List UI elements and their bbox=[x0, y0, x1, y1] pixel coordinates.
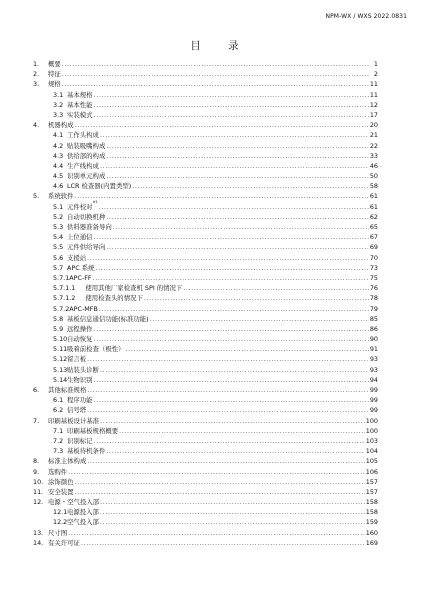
toc-dot-leader bbox=[94, 324, 369, 334]
toc-dot-leader bbox=[106, 242, 369, 252]
toc-entry-page: 12 bbox=[369, 100, 378, 109]
toc-entry-number: 4.4 bbox=[53, 161, 64, 170]
toc-dot-leader bbox=[94, 436, 365, 446]
toc-entry-number: 5.7.2 bbox=[53, 304, 70, 313]
toc-entry[interactable] bbox=[33, 110, 378, 120]
toc-dot-leader bbox=[100, 130, 369, 140]
toc-entry-page: 169 bbox=[365, 538, 378, 547]
toc-entry-page: 75 bbox=[369, 273, 378, 282]
toc-entry[interactable] bbox=[33, 263, 378, 273]
toc-entry[interactable] bbox=[33, 395, 378, 405]
toc-entry[interactable] bbox=[33, 69, 378, 79]
toc-entry-page: 159 bbox=[365, 518, 378, 527]
toc-entry-title: APC 系统 bbox=[67, 263, 95, 272]
toc-entry-number: 10. bbox=[33, 477, 44, 486]
toc-entry-number: 7.3 bbox=[53, 447, 64, 456]
toc-entry-title: 安全装置 bbox=[48, 487, 74, 496]
toc-entry-number: 13. bbox=[33, 528, 44, 537]
toc-entry-number: 5.6 bbox=[53, 253, 64, 262]
toc-entry-page: 78 bbox=[369, 294, 378, 303]
toc-entry-page: 69 bbox=[369, 243, 378, 252]
toc-entry-title: 印刷基板规格概要 bbox=[67, 426, 119, 435]
toc-entry-number: 5.7.1.2 bbox=[53, 294, 76, 303]
toc-dot-leader bbox=[99, 304, 369, 314]
toc-dot-leader bbox=[94, 375, 369, 385]
toc-entry[interactable] bbox=[33, 141, 378, 151]
toc-entry-page: 22 bbox=[369, 141, 378, 150]
toc-dot-leader bbox=[106, 171, 369, 181]
toc-entry[interactable] bbox=[33, 334, 378, 344]
toc-entry-page: 33 bbox=[369, 151, 378, 160]
toc-entry-title: 系统软件 bbox=[48, 192, 74, 201]
toc-entry[interactable] bbox=[33, 120, 378, 130]
toc-entry[interactable] bbox=[33, 405, 378, 415]
toc-entry-number: 5.11 bbox=[53, 345, 68, 354]
toc-entry[interactable] bbox=[33, 151, 378, 161]
toc-entry[interactable] bbox=[33, 385, 378, 395]
toc-entry-title: 吸着前检查（极性） bbox=[67, 345, 125, 354]
toc-entry-title: 供料器准备导向 bbox=[67, 223, 112, 231]
toc-entry[interactable] bbox=[33, 199, 378, 212]
toc-entry[interactable] bbox=[33, 90, 378, 100]
toc-dot-leader bbox=[87, 456, 364, 466]
toc-entry[interactable] bbox=[33, 467, 378, 477]
toc-entry-page: 61 bbox=[369, 202, 378, 211]
toc-entry-page: 157 bbox=[365, 487, 378, 496]
toc-entry[interactable] bbox=[33, 324, 378, 334]
toc-entry-number: 5.1 bbox=[53, 202, 64, 211]
toc-entry-number: 3.3 bbox=[53, 110, 64, 119]
toc-dot-leader bbox=[87, 405, 369, 415]
toc-entry-title: 自动恢复 bbox=[67, 335, 93, 344]
toc-entry-title: 工作头构成 bbox=[67, 131, 99, 140]
toc-dot-leader bbox=[150, 314, 369, 324]
toc-entry-number: 3. bbox=[33, 80, 40, 89]
toc-dot-leader bbox=[183, 283, 369, 293]
toc-entry[interactable] bbox=[33, 191, 378, 201]
toc-entry-number: 5.14 bbox=[53, 375, 68, 384]
toc-entry-number: 5.10 bbox=[53, 335, 68, 344]
toc-entry-title: 元件供给导向 bbox=[67, 243, 106, 252]
toc-entry-page: 58 bbox=[369, 182, 378, 191]
toc-dot-leader bbox=[132, 181, 369, 191]
toc-entry[interactable] bbox=[33, 497, 378, 507]
toc-entry-title: 留言板 bbox=[67, 355, 87, 364]
toc-dot-leader bbox=[106, 141, 369, 151]
toc-entry-title: 程序功能 bbox=[67, 396, 93, 405]
toc-entry-title: 使用检查头的情况下 bbox=[85, 294, 143, 303]
toc-entry-number: 5.4 bbox=[53, 233, 64, 242]
toc-dot-leader bbox=[93, 273, 369, 283]
toc-entry[interactable] bbox=[33, 436, 378, 446]
toc-entry[interactable] bbox=[33, 528, 378, 538]
toc-entry-page: 157 bbox=[365, 477, 378, 486]
toc-entry-number: 5.7.1 bbox=[53, 273, 70, 282]
toc-entry-page: 91 bbox=[369, 345, 378, 354]
toc-entry-title: 规格 bbox=[48, 80, 61, 89]
toc-entry-page: 76 bbox=[369, 284, 378, 293]
toc-entry-number: 11. bbox=[33, 487, 44, 496]
toc-entry-number: 7.1 bbox=[53, 426, 64, 435]
toc-entry-number: 6.2 bbox=[53, 406, 64, 415]
toc-dot-leader bbox=[87, 253, 369, 263]
toc-entry-number: 5.7.1.1 bbox=[53, 284, 76, 293]
toc-entry-title: 元件校对 bbox=[67, 202, 93, 211]
toc-entry-page: 100 bbox=[365, 426, 378, 435]
toc-entry[interactable] bbox=[33, 365, 378, 375]
toc-entry-title: 识别单元构成 bbox=[67, 172, 106, 181]
toc-entry-title: 电源投入部 bbox=[67, 508, 99, 517]
toc-dot-leader bbox=[113, 222, 369, 232]
toc-entry-title: 使用其他厂家检查机 SPI 的情况下 bbox=[85, 284, 183, 293]
toc-entry[interactable] bbox=[33, 354, 378, 364]
toc-entry-page: 99 bbox=[369, 386, 378, 394]
toc-dot-leader bbox=[75, 191, 369, 201]
toc-entry-page: 2 bbox=[373, 70, 378, 79]
toc-entry-page: 93 bbox=[369, 365, 378, 374]
toc-entry-title: 生物识别 bbox=[67, 375, 93, 384]
toc-entry[interactable] bbox=[33, 181, 378, 191]
toc-dot-leader bbox=[106, 212, 369, 222]
toc-entry-page: 79 bbox=[369, 304, 378, 313]
toc-entry-title: 基板待机条件 bbox=[67, 447, 106, 456]
toc-entry[interactable] bbox=[33, 212, 378, 222]
toc-entry[interactable] bbox=[33, 304, 378, 314]
toc-dot-leader bbox=[106, 151, 369, 161]
toc-entry[interactable] bbox=[33, 477, 378, 487]
toc-entry-footnote-mark: ※1 bbox=[92, 199, 98, 204]
toc-entry-title: 自动切换机种 bbox=[67, 212, 106, 221]
toc-entry-number: 6.1 bbox=[53, 396, 64, 405]
toc-entry-number: 7.2 bbox=[53, 436, 64, 445]
toc-dot-leader bbox=[100, 161, 369, 171]
toc-entry-page: 50 bbox=[369, 172, 378, 181]
toc-dot-leader bbox=[96, 263, 369, 273]
toc-dot-leader bbox=[62, 79, 369, 89]
toc-entry-title: 信号塔 bbox=[67, 406, 87, 415]
toc-entry-title: 涂饰颜色 bbox=[48, 477, 74, 486]
toc-entry-number: 2. bbox=[33, 70, 40, 79]
toc-entry-title: 实装模式 bbox=[67, 110, 93, 119]
toc-dot-leader bbox=[87, 354, 369, 364]
toc-entry-title: 贴装吸嘴构成 bbox=[67, 141, 106, 150]
toc-entry-page: 100 bbox=[365, 416, 378, 425]
toc-entry[interactable] bbox=[33, 79, 378, 89]
toc-entry-title: 概要 bbox=[48, 60, 61, 68]
toc-entry[interactable] bbox=[33, 232, 378, 242]
toc-entry-page: 62 bbox=[369, 212, 378, 221]
toc-entry-number: 5.3 bbox=[53, 223, 64, 231]
toc-entry-number: 12.1 bbox=[53, 508, 68, 517]
toc-entry-number: 5. bbox=[33, 192, 40, 201]
toc-dot-leader bbox=[75, 120, 369, 130]
toc-entry-title: 选购件 bbox=[48, 467, 68, 476]
toc-entry-title: LCR 检查器(内置类型) bbox=[67, 182, 132, 191]
toc-entry-title: 空气投入部 bbox=[67, 518, 99, 527]
toc-dot-leader bbox=[100, 365, 369, 375]
page-title: 目 录 bbox=[190, 40, 251, 52]
toc-dot-leader bbox=[100, 507, 365, 517]
toc-entry[interactable] bbox=[33, 171, 378, 181]
toc-entry-title: 生产线构成 bbox=[67, 161, 99, 170]
toc-dot-leader bbox=[68, 528, 365, 538]
toc-entry-page: 85 bbox=[369, 314, 378, 323]
toc-entry-page: 11 bbox=[369, 80, 378, 89]
toc-entry-number: 4.5 bbox=[53, 172, 64, 181]
document-header: NPM-WX / WXS 2022.0831 bbox=[325, 13, 407, 20]
toc-entry[interactable] bbox=[33, 100, 378, 110]
toc-entry[interactable] bbox=[33, 344, 378, 354]
toc-entry-page: 67 bbox=[369, 233, 378, 242]
toc-dot-leader bbox=[94, 232, 369, 242]
toc-entry-number: 7. bbox=[33, 416, 40, 425]
toc-dot-leader bbox=[87, 385, 369, 395]
toc-entry-title: 识别标记 bbox=[67, 436, 93, 445]
toc-dot-leader bbox=[94, 334, 369, 344]
toc-entry-page: 20 bbox=[369, 121, 378, 130]
toc-entry[interactable] bbox=[33, 517, 378, 527]
toc-entry-title: 电源・空气投入部 bbox=[48, 498, 100, 507]
toc-entry-number: 4. bbox=[33, 121, 40, 130]
toc-entry-title: APC-FF bbox=[69, 273, 92, 282]
toc-entry-number: 6. bbox=[33, 386, 40, 394]
toc-entry-page: 65 bbox=[369, 223, 378, 231]
toc-entry-number: 3.1 bbox=[53, 90, 64, 99]
toc-entry[interactable] bbox=[33, 293, 378, 303]
toc-dot-leader bbox=[62, 69, 369, 79]
toc-entry-number: 5.5 bbox=[53, 243, 64, 252]
toc-entry[interactable] bbox=[33, 273, 378, 283]
toc-entry[interactable] bbox=[33, 416, 378, 426]
toc-entry-number: 4.6 bbox=[53, 182, 64, 191]
toc-entry[interactable] bbox=[33, 538, 378, 548]
toc-dot-leader bbox=[75, 477, 365, 487]
toc-entry[interactable] bbox=[33, 59, 378, 69]
toc-entry-number: 5.7 bbox=[53, 263, 64, 272]
toc-dot-leader bbox=[100, 416, 365, 426]
toc-dot-leader bbox=[119, 426, 365, 436]
toc-entry[interactable] bbox=[33, 242, 378, 252]
toc-entry[interactable] bbox=[33, 130, 378, 140]
toc-entry-title: 基板信息通信功能(标准功能) bbox=[67, 314, 149, 323]
toc-entry-page: 160 bbox=[365, 528, 378, 537]
toc-entry-title: 上位通信 bbox=[67, 233, 93, 242]
toc-entry-number: 4.1 bbox=[53, 131, 64, 140]
toc-entry-title: 机器构成 bbox=[48, 121, 74, 130]
toc-entry-title: 远程操作 bbox=[67, 324, 93, 333]
toc-entry-number: 3.2 bbox=[53, 100, 64, 109]
toc-dot-leader bbox=[100, 517, 365, 527]
toc-dot-leader bbox=[81, 538, 365, 548]
toc-entry-title: 特征 bbox=[48, 70, 61, 79]
toc-entry-number: 9. bbox=[33, 467, 40, 476]
toc-entry-page: 158 bbox=[365, 508, 378, 517]
toc-dot-leader bbox=[94, 100, 369, 110]
toc-entry-title: 标准主体构成 bbox=[48, 457, 87, 466]
toc-entry-page: 104 bbox=[365, 447, 378, 456]
toc-entry-title: 尺寸图 bbox=[48, 528, 68, 537]
toc-dot-leader bbox=[100, 497, 365, 507]
toc-entry-number: 5.13 bbox=[53, 365, 68, 374]
toc-entry-page: 158 bbox=[365, 498, 378, 507]
toc-entry-number: 12. bbox=[33, 498, 44, 507]
toc-dot-leader bbox=[68, 467, 365, 477]
toc-entry[interactable] bbox=[33, 487, 378, 497]
table-of-contents bbox=[33, 59, 378, 548]
toc-entry[interactable] bbox=[33, 161, 378, 171]
toc-entry-page: 99 bbox=[369, 396, 378, 405]
toc-entry-page: 11 bbox=[369, 90, 378, 99]
toc-entry-page: 21 bbox=[369, 131, 378, 140]
toc-entry-title: 支援站 bbox=[67, 253, 87, 262]
toc-dot-leader bbox=[99, 202, 369, 212]
toc-entry-title: APC-MFB bbox=[69, 304, 98, 313]
toc-dot-leader bbox=[62, 59, 369, 69]
toc-entry-page: 1 bbox=[373, 60, 378, 68]
toc-dot-leader bbox=[94, 90, 369, 100]
toc-entry-title: 贴装头诊断 bbox=[67, 365, 99, 374]
toc-entry-number: 4.2 bbox=[53, 141, 64, 150]
toc-entry-page: 94 bbox=[369, 375, 378, 384]
toc-entry-number: 5.12 bbox=[53, 355, 68, 364]
toc-dot-leader bbox=[144, 293, 369, 303]
toc-entry[interactable] bbox=[33, 426, 378, 436]
toc-entry-page: 70 bbox=[369, 253, 378, 262]
toc-entry[interactable] bbox=[33, 222, 378, 232]
toc-entry[interactable] bbox=[33, 446, 378, 456]
toc-entry[interactable] bbox=[33, 456, 378, 466]
toc-entry[interactable] bbox=[33, 283, 378, 293]
toc-entry-number: 5.9 bbox=[53, 324, 64, 333]
toc-entry-number: 5.2 bbox=[53, 212, 64, 221]
toc-entry-page: 99 bbox=[369, 406, 378, 415]
toc-entry-page: 103 bbox=[365, 436, 378, 445]
toc-entry-number: 14. bbox=[33, 538, 44, 547]
toc-entry-page: 105 bbox=[365, 457, 378, 466]
toc-entry-page: 17 bbox=[369, 110, 378, 119]
toc-entry-title: 有关许可证 bbox=[48, 538, 80, 547]
toc-dot-leader bbox=[94, 110, 369, 120]
toc-entry[interactable] bbox=[33, 507, 378, 517]
toc-entry-page: 93 bbox=[369, 355, 378, 364]
toc-entry-number: 4.3 bbox=[53, 151, 64, 160]
toc-entry-page: 106 bbox=[365, 467, 378, 476]
toc-entry-number: 1. bbox=[33, 60, 40, 68]
toc-entry-page: 61 bbox=[369, 192, 378, 201]
toc-dot-leader bbox=[75, 487, 365, 497]
toc-entry-title: 供给部的构成 bbox=[67, 151, 106, 160]
toc-entry-title: 基本性能 bbox=[67, 100, 93, 109]
toc-entry[interactable] bbox=[33, 253, 378, 263]
toc-entry-title: 其他标准规格 bbox=[48, 386, 87, 394]
toc-dot-leader bbox=[126, 344, 369, 354]
toc-entry-number: 8. bbox=[33, 457, 40, 466]
toc-dot-leader bbox=[94, 395, 369, 405]
toc-entry-page: 73 bbox=[369, 263, 378, 272]
toc-entry-number: 12.2 bbox=[53, 518, 68, 527]
toc-entry-page: 46 bbox=[369, 161, 378, 170]
toc-entry-page: 90 bbox=[369, 335, 378, 344]
toc-entry-title: 基本规格 bbox=[67, 90, 93, 99]
toc-entry-title: 印刷基板设计基准 bbox=[48, 416, 100, 425]
toc-entry-page: 86 bbox=[369, 324, 378, 333]
toc-entry[interactable] bbox=[33, 314, 378, 324]
toc-dot-leader bbox=[106, 446, 364, 456]
toc-entry-number: 5.8 bbox=[53, 314, 64, 323]
toc-entry[interactable] bbox=[33, 375, 378, 385]
